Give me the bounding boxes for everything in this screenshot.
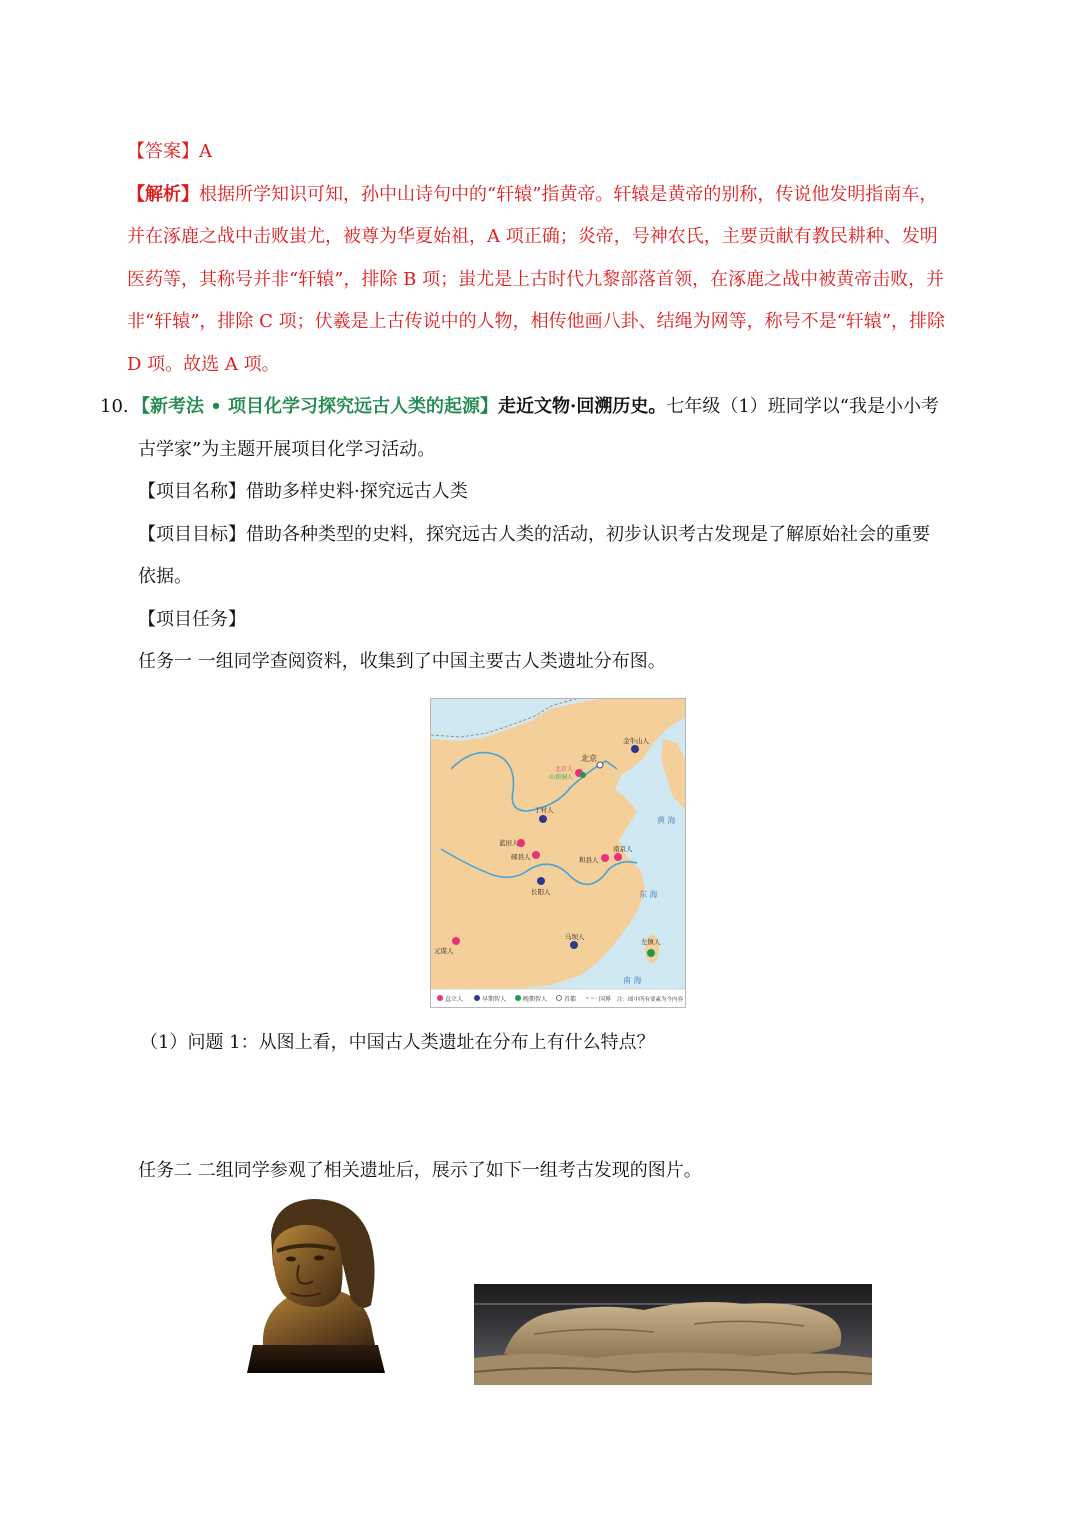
question-head bbox=[132, 395, 939, 419]
analysis-line-2: 并在涿鹿之战中击败蚩尤，被尊为华夏始祖，A 项正确；炎帝，号神农氏，主要贡献有教民耕种、发明 bbox=[127, 226, 938, 247]
site-label-dingcun: 丁村人 bbox=[534, 806, 554, 814]
site-marker-yunxian bbox=[532, 851, 540, 859]
question-tag: 【新考法 • 项目化学习探究远古人类的起源】 bbox=[132, 396, 499, 417]
yellow-sea-label: 黄 海 bbox=[657, 816, 676, 825]
legend-erectus-swatch bbox=[437, 995, 443, 1001]
legend-early-label: 早期智人 bbox=[482, 996, 507, 1003]
analysis-text-1: 根据所学知识可知，孙中山诗句中的“轩辕”指黄帝。轩辕是黄帝的别称，传说他发明指南车， bbox=[199, 184, 938, 205]
site-label-nanjing: 南京人 bbox=[613, 845, 633, 853]
site-marker-dingcun bbox=[539, 815, 547, 823]
legend-late-label: 晚期智人 bbox=[523, 996, 548, 1003]
site-label-yuanmou: 元谋人 bbox=[434, 947, 454, 955]
legend-early-swatch bbox=[474, 995, 480, 1001]
site-label-jinniushan: 金牛山人 bbox=[623, 737, 649, 745]
analysis-line-3: 医药等，其称号并非“轩辕”，排除 B 项；蚩尤是上古时代九黎部落首领，在涿鹿之战中被黄帝击败，并 bbox=[127, 269, 945, 290]
analysis-line-1 bbox=[127, 183, 937, 207]
question-intro-1: 七年级（1）班同学以“我是小小考 bbox=[666, 396, 939, 417]
site-marker-nanjing bbox=[614, 853, 622, 861]
capital-label: 北京 bbox=[581, 754, 597, 763]
capital-marker bbox=[597, 762, 603, 768]
site-marker-jinniushan bbox=[631, 745, 639, 753]
project-goal-2: 依据。 bbox=[138, 566, 192, 587]
site-marker-yuanmou bbox=[452, 937, 460, 945]
analysis-line-4: 非“轩辕”，排除 C 项；伏羲是上古传说中的人物，相传他画八卦、结绳为网等，称号不是“轩辕”，排除 bbox=[127, 311, 946, 332]
site-label-beijing: 北京人 bbox=[555, 766, 574, 773]
site-label-yunxian: 郧县人 bbox=[511, 853, 531, 861]
site-marker-zuozhen bbox=[647, 949, 655, 957]
question-title: 走近文物·回溯历史。 bbox=[498, 396, 667, 417]
site-marker-changyang bbox=[537, 877, 545, 885]
question-number: 10. bbox=[100, 396, 129, 417]
site-label-maba: 马坝人 bbox=[565, 933, 585, 941]
east-sea-label: 东 海 bbox=[639, 890, 658, 899]
project-tasks: 【项目任务】 bbox=[138, 609, 246, 630]
answer-tag: 【答案】 bbox=[127, 141, 199, 162]
site-distribution-map bbox=[430, 698, 686, 1008]
site-marker-maba bbox=[570, 941, 578, 949]
project-name: 【项目名称】借助多样史料·探究远古人类 bbox=[138, 481, 468, 502]
task-two: 任务二 二组同学参观了相关遗址后，展示了如下一组考古发现的图片。 bbox=[138, 1160, 702, 1181]
bust-base bbox=[247, 1345, 385, 1373]
answer-value: A bbox=[199, 141, 212, 162]
site-label-hexian: 和县人 bbox=[579, 856, 599, 864]
site-marker-hexian bbox=[601, 854, 609, 862]
task-one: 任务一 一组同学查阅资料，收集到了中国主要古人类遗址分布图。 bbox=[138, 651, 666, 672]
legend-capital-label: 首都 bbox=[564, 996, 577, 1003]
question-intro-2: 古学家”为主题开展项目化学习活动。 bbox=[138, 439, 436, 460]
south-sea-label: 南 海 bbox=[623, 976, 642, 985]
analysis-tag: 【解析】 bbox=[127, 184, 199, 205]
question-1: （1）问题 1：从图上看，中国古人类遗址在分布上有什么特点？ bbox=[140, 1032, 655, 1053]
fossil-display-image bbox=[474, 1284, 872, 1385]
site-label-changyang: 长阳人 bbox=[531, 888, 551, 896]
answer-line bbox=[127, 140, 212, 164]
legend-erectus-label: 直立人 bbox=[445, 996, 464, 1003]
legend-late-swatch bbox=[515, 995, 521, 1001]
analysis-line-5: D 项。故选 A 项。 bbox=[127, 354, 280, 375]
site-marker-shandingdong bbox=[580, 772, 586, 778]
site-label-lantian: 蓝田人 bbox=[499, 839, 519, 847]
project-goal-1: 【项目目标】借助各种类型的史料，探究远古人类的活动，初步认识考古发现是了解原始社会的重要 bbox=[138, 524, 930, 545]
legend-capital-swatch bbox=[557, 996, 562, 1001]
legend-note: 注：图中所有要素为今内容 bbox=[617, 997, 684, 1003]
bust-face bbox=[273, 1225, 343, 1307]
site-label-shandingdong: 山顶洞人 bbox=[549, 774, 574, 781]
legend-border-label: 国界 bbox=[599, 996, 612, 1003]
peking-man-bust-image bbox=[243, 1195, 388, 1375]
site-label-zuozhen: 左镇人 bbox=[641, 938, 661, 946]
